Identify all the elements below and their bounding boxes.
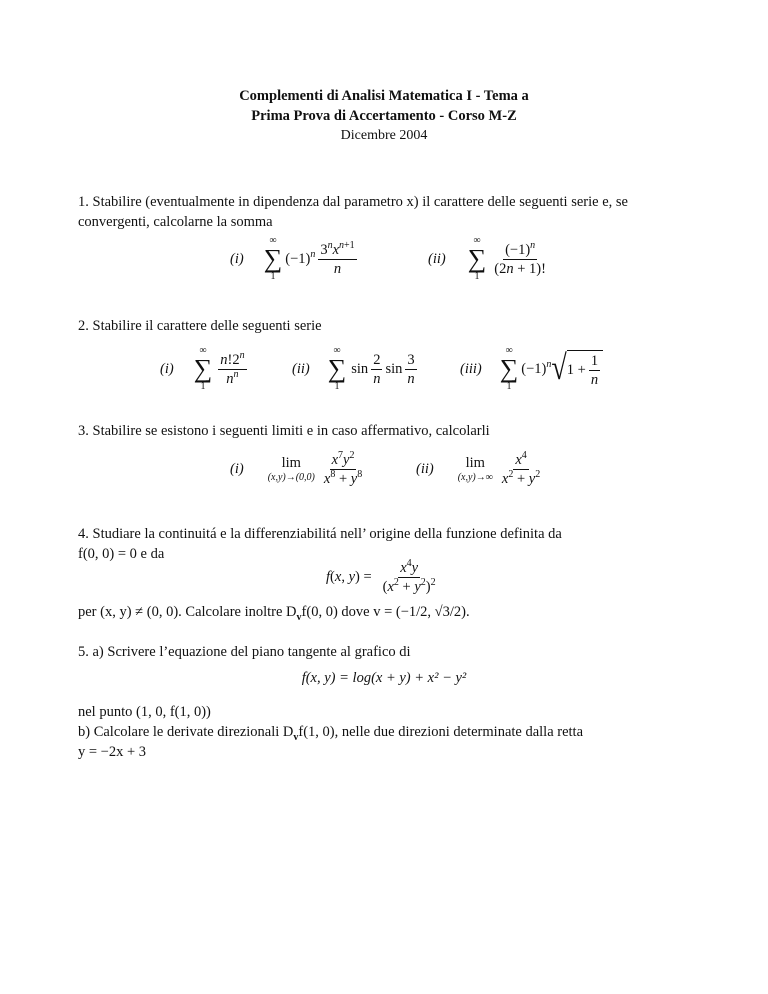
problem-2-series-iii: (iii) ∞ ∑ 1 $(-1)^n$ √ 1 + $\frac{1}{n}$	[460, 346, 603, 392]
problem-5-text-3: b) Calcolare le derivate direzionali $D_vf(1$, 0), nelle due direzioni determinate dalla retta	[78, 724, 584, 743]
fraction: $\frac{n!2^n}{n^n}$	[220, 349, 245, 387]
fraction: $\frac{1}{n}$	[590, 353, 599, 388]
sum-symbol: ∞ ∑ 1	[263, 235, 283, 282]
label-i: (i)	[230, 250, 244, 267]
problem-4-function: f(x, y) = $\frac{x^4y}{(x^2 + y^2)^2}$	[326, 558, 436, 595]
problem-2-text: 2. Stabilire il carattere delle seguenti serie	[78, 318, 322, 334]
label-i: (i)	[160, 360, 174, 377]
problem-3-limit-ii	[416, 452, 545, 487]
problem-3-text: 3. Stabilire se esistono i seguenti limiti e in caso affermativo, calcolarli	[78, 423, 490, 439]
title-line-1: Complementi di Analisi Matematica I - Tema a	[239, 88, 529, 104]
label-ii: (ii)	[416, 461, 434, 477]
problem-4-text-3: per (x, y) ≠ (0, 0). Calcolare inoltre $D_vf(0$, 0) dove v = (−1/2, √3/2).	[78, 604, 470, 623]
label-iii: (iii)	[460, 360, 482, 377]
problem-2-series-i	[160, 346, 250, 392]
problem-2-series-ii: (ii) ∞ ∑ 1 sin $\frac{2}{n}$ sin $\frac{3}{n}$	[292, 345, 415, 392]
label-i: (i)	[230, 461, 244, 477]
fraction: $\frac{x^4}{x^2 + y^2}$	[501, 450, 541, 487]
date: Dicembre 2004	[340, 128, 428, 143]
sum-symbol: ∞ ∑ 1	[499, 345, 519, 392]
lim-operator: lim (x,y)→(0,0)	[267, 455, 315, 483]
problem-3-limit-i	[230, 452, 367, 487]
square-root: √ 1 + $\frac{1}{n}$	[551, 350, 603, 388]
fraction: $\frac{2}{n}$	[373, 351, 381, 387]
problem-5-function: f(x, y) = log(x + y) + x² − y²	[301, 670, 467, 686]
sum-symbol: ∞ ∑ 1	[327, 345, 347, 392]
problem-5-text-2: nel punto (1, 0, f(1, 0))	[78, 704, 211, 720]
problem-4-text-2: f(0, 0) = 0 e da	[78, 546, 165, 562]
problem-4-text-1: 4. Studiare la continuitá e la differenziabilitá nell’ origine della funzione definita da	[78, 526, 562, 542]
problem-5-text-1: 5. a) Scrivere l’equazione del piano tangente al grafico di	[78, 644, 411, 660]
label-ii: (ii)	[428, 250, 446, 267]
fraction: $\frac{x^7y^2}{x^8 + y^8}$	[323, 450, 363, 487]
problem-1-series-i	[230, 236, 360, 282]
fraction: $\frac{3}{n}$	[407, 351, 415, 387]
sum-symbol: ∞ ∑ 1	[467, 235, 487, 282]
sum-symbol: ∞ ∑ 1	[193, 345, 213, 392]
fraction: $\frac{x^4y}{(x^2 + y^2)^2}$	[382, 558, 436, 595]
lim-operator: lim (x,y)→∞	[457, 455, 493, 483]
title-line-2: Prima Prova di Accertamento - Corso M-Z	[251, 108, 517, 124]
fraction: $\frac{3^nx^{n+1}}{n}$	[320, 239, 355, 277]
problem-5-text-4: y = −2x + 3	[78, 744, 147, 760]
header	[0, 86, 768, 146]
problem-1-series-ii	[428, 236, 551, 282]
fraction: $\frac{(-1)^n}{(2n + 1)!}$	[494, 239, 546, 277]
label-ii: (ii)	[292, 360, 310, 377]
problem-1-text: 1. Stabilire (eventualmente in dipendenza dal parametro x) il carattere delle seguenti serie e, se convergenti, calcolarne la somma	[78, 194, 628, 230]
series-term: $(-1)^n$	[285, 248, 316, 267]
